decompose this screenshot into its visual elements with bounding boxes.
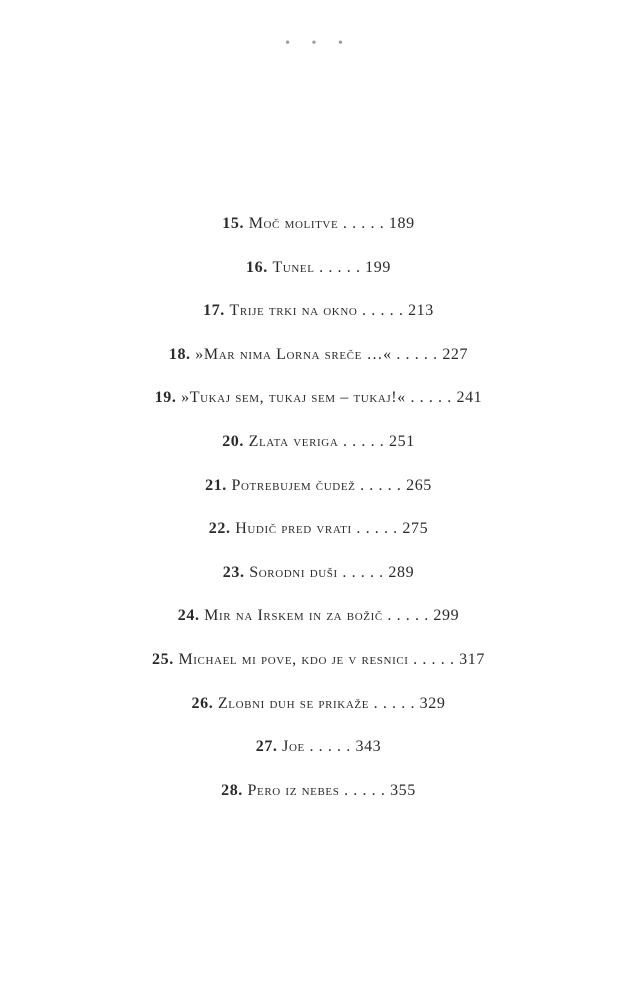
chapter-number: 19. <box>154 389 177 407</box>
chapter-title: Joe <box>282 738 305 756</box>
chapter-title: Tunel <box>272 258 315 276</box>
toc-entry <box>0 515 637 559</box>
chapter-title: »Tukaj sem, tukaj sem – tukaj!« <box>181 389 406 407</box>
toc-entry <box>0 341 637 385</box>
toc-entry <box>0 646 637 690</box>
toc-entry <box>0 297 637 341</box>
page-number: 241 <box>456 389 483 407</box>
dot-leader: . . . . . <box>413 650 455 668</box>
page-number: 251 <box>389 432 415 450</box>
page-number: 213 <box>408 302 434 320</box>
chapter-title: Trije trki na okno <box>229 302 358 320</box>
chapter-number: 22. <box>208 520 231 538</box>
chapter-title: Zlobni duh se prikaže <box>217 694 370 712</box>
dot-leader: . . . . . <box>342 215 385 232</box>
page-number: 275 <box>402 520 429 538</box>
page-number: 299 <box>433 607 460 625</box>
chapter-number: 18. <box>168 345 191 363</box>
chapter-title: »Mar nima Lorna sreče …« <box>195 345 392 363</box>
page-number: 289 <box>388 563 415 581</box>
dot-leader: . . . . . <box>396 345 438 363</box>
chapter-number: 15. <box>222 215 245 232</box>
toc-entry <box>0 733 637 777</box>
table-of-contents <box>0 210 637 820</box>
chapter-number: 17. <box>203 302 225 320</box>
page-number: 317 <box>459 650 485 668</box>
chapter-number: 21. <box>205 476 227 494</box>
page-number: 227 <box>442 345 469 363</box>
toc-entry <box>0 384 637 428</box>
toc-entry <box>0 472 637 516</box>
chapter-number: 24. <box>177 607 200 625</box>
page-number: 189 <box>388 215 415 232</box>
chapter-number: 28. <box>221 781 243 799</box>
chapter-title: Michael mi pove, kdo je v resnici <box>178 650 409 668</box>
chapter-title: Moč molitve <box>248 215 339 232</box>
dot-leader: . . . . . <box>360 476 402 494</box>
dot-leader: . . . . . <box>373 694 416 712</box>
dot-leader: . . . . . <box>342 432 385 450</box>
chapter-title: Sorodni duši <box>249 563 338 581</box>
page-number: 199 <box>365 258 391 276</box>
dot-leader: . . . . . <box>319 258 361 276</box>
chapter-number: 23. <box>222 563 245 581</box>
dot-leader: . . . . . <box>362 302 404 320</box>
chapter-number: 25. <box>152 650 174 668</box>
page-number: 265 <box>406 476 432 494</box>
chapter-title: Zlata veriga <box>248 432 339 450</box>
page-number: 343 <box>355 738 382 756</box>
chapter-title: Mir na Irskem in za božič <box>204 607 383 625</box>
dot-leader: . . . . . <box>387 607 429 625</box>
toc-entry <box>0 602 637 646</box>
page-number: 355 <box>390 781 416 799</box>
toc-entry <box>0 777 637 821</box>
chapter-title: Pero iz nebes <box>247 781 340 799</box>
chapter-title: Potrebujem čudež <box>231 476 356 494</box>
toc-entry <box>0 559 637 603</box>
toc-entry <box>0 428 637 472</box>
chapter-number: 27. <box>255 738 278 756</box>
dot-leader: . . . . . <box>410 389 452 407</box>
toc-entry <box>0 210 637 254</box>
dot-leader: . . . . . <box>344 781 386 799</box>
chapter-number: 20. <box>222 432 244 450</box>
dot-leader: . . . . . <box>342 563 384 581</box>
chapter-number: 26. <box>191 694 214 712</box>
toc-entry <box>0 690 637 734</box>
chapter-number: 16. <box>246 258 268 276</box>
page-number: 329 <box>419 694 446 712</box>
chapter-title: Hudič pred vrati <box>235 520 352 538</box>
toc-entry <box>0 254 637 298</box>
dot-leader: . . . . . <box>356 520 398 538</box>
ornament-dots: • • • <box>285 36 352 51</box>
dot-leader: . . . . . <box>309 738 351 756</box>
